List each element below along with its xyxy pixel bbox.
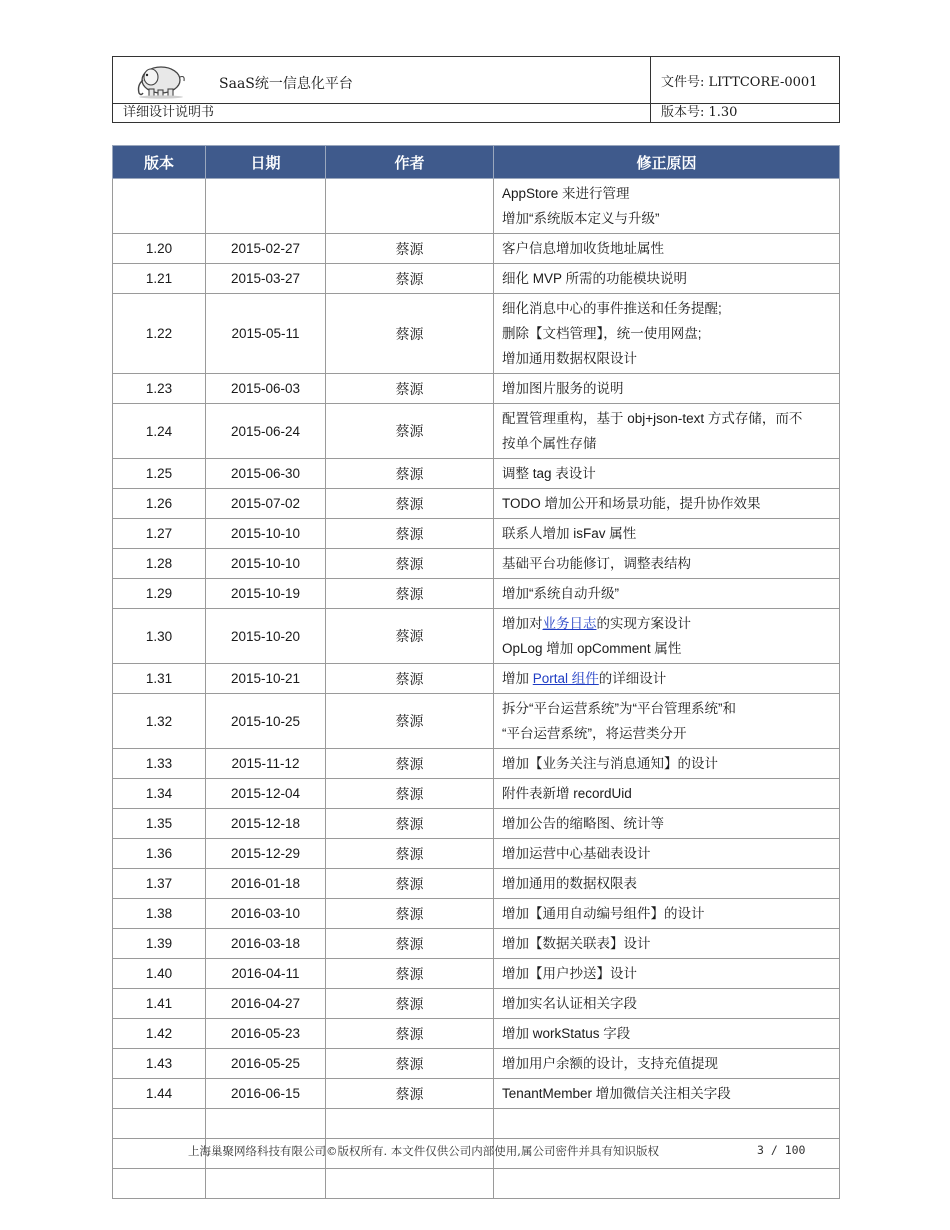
date-cell: 2015-06-30 (206, 459, 326, 489)
version-cell: 1.35 (113, 809, 206, 839)
table-row (113, 959, 840, 989)
reason-line: AppStore 来进行管理 (502, 186, 630, 201)
table-row (113, 404, 840, 459)
version-cell: 1.25 (113, 459, 206, 489)
reason-cell (494, 519, 840, 549)
date-cell: 2015-10-10 (206, 549, 326, 579)
reason-line: 删除【文档管理】，统一使用网盘; (502, 326, 702, 341)
revision-history-table (112, 145, 840, 1199)
table-row (113, 989, 840, 1019)
column-header-author: 作者 (326, 146, 494, 179)
version-cell: 1.41 (113, 989, 206, 1019)
author-cell: 蔡源 (326, 899, 494, 929)
elephant-logo-icon (131, 63, 189, 99)
table-row (113, 579, 840, 609)
reason-line: 增加通用数据权限设计 (502, 351, 637, 366)
version-cell: 1.36 (113, 839, 206, 869)
reason-text: 的详细设计 (598, 671, 667, 686)
reason-line: 增加用户余额的设计，支持充值提现 (502, 1056, 718, 1071)
platform-name: SaaS统一信息化平台 (219, 76, 353, 92)
table-row (113, 1019, 840, 1049)
table-row (113, 519, 840, 549)
reason-line: 配置管理重构，基于 obj+json-text 方式存储，而不 (502, 411, 803, 426)
author-cell: 蔡源 (326, 579, 494, 609)
table-row (113, 749, 840, 779)
reason-cell (494, 179, 840, 234)
author-cell: 蔡源 (326, 869, 494, 899)
reason-cell (494, 749, 840, 779)
date-cell (206, 179, 326, 234)
version-cell: 1.40 (113, 959, 206, 989)
reason-line (502, 636, 831, 661)
table-header-row (113, 146, 840, 179)
reason-line: 基础平台功能修订，调整表结构 (502, 556, 691, 571)
reason-cell (494, 989, 840, 1019)
table-row (113, 459, 840, 489)
date-cell: 2016-06-15 (206, 1079, 326, 1109)
date-cell: 2015-10-10 (206, 519, 326, 549)
reason-line: 增加运营中心基础表设计 (502, 846, 651, 861)
reason-link[interactable]: Portal 组件 (532, 671, 599, 686)
date-cell: 2015-10-19 (206, 579, 326, 609)
author-cell: 蔡源 (326, 959, 494, 989)
reason-line: 增加通用的数据权限表 (502, 876, 637, 891)
table-row (113, 374, 840, 404)
reason-line: 增加实名认证相关字段 (502, 996, 637, 1011)
table-row (113, 664, 840, 694)
author-cell: 蔡源 (326, 779, 494, 809)
version-cell: 1.26 (113, 489, 206, 519)
column-header-reason: 修正原因 (494, 146, 840, 179)
date-cell (206, 1109, 326, 1139)
author-cell: 蔡源 (326, 609, 494, 664)
author-cell: 蔡源 (326, 404, 494, 459)
footer-copyright: 上海巢聚网络科技有限公司©版权所有. 本文件仅供公司内部使用,属公司密件并具有知识版权 (188, 1144, 659, 1158)
reason-cell (494, 294, 840, 374)
table-row (113, 839, 840, 869)
author-cell: 蔡源 (326, 749, 494, 779)
author-cell: 蔡源 (326, 1019, 494, 1049)
author-cell: 蔡源 (326, 489, 494, 519)
reason-cell (494, 374, 840, 404)
author-cell: 蔡源 (326, 809, 494, 839)
version-cell: 1.24 (113, 404, 206, 459)
date-cell: 2015-07-02 (206, 489, 326, 519)
reason-line: TenantMember 增加微信关注相关字段 (502, 1086, 731, 1101)
author-cell: 蔡源 (326, 694, 494, 749)
table-row (113, 1109, 840, 1139)
table-row (113, 294, 840, 374)
date-cell: 2015-12-29 (206, 839, 326, 869)
version-cell: 1.20 (113, 234, 206, 264)
author-cell: 蔡源 (326, 264, 494, 294)
version-cell (113, 179, 206, 234)
reason-cell (494, 869, 840, 899)
reason-cell (494, 1109, 840, 1139)
table-row (113, 899, 840, 929)
reason-cell (494, 809, 840, 839)
reason-cell (494, 929, 840, 959)
reason-line (502, 1111, 831, 1136)
reason-line (502, 666, 831, 691)
version-cell: 1.38 (113, 899, 206, 929)
version-cell: 1.27 (113, 519, 206, 549)
reason-line: 增加图片服务的说明 (502, 381, 624, 396)
date-cell: 2015-12-18 (206, 809, 326, 839)
table-row (113, 809, 840, 839)
reason-cell (494, 899, 840, 929)
table-row (113, 929, 840, 959)
author-cell: 蔡源 (326, 294, 494, 374)
table-row (113, 609, 840, 664)
reason-cell (494, 1169, 840, 1199)
reason-cell (494, 1049, 840, 1079)
reason-cell (494, 579, 840, 609)
version-cell: 1.43 (113, 1049, 206, 1079)
author-cell: 蔡源 (326, 989, 494, 1019)
file-number: 文件号: LITTCORE-0001 (651, 57, 840, 104)
author-cell: 蔡源 (326, 664, 494, 694)
reason-cell (494, 549, 840, 579)
date-cell: 2015-05-11 (206, 294, 326, 374)
version-cell: 1.42 (113, 1019, 206, 1049)
author-cell: 蔡源 (326, 549, 494, 579)
reason-line (502, 611, 831, 636)
reason-line: 增加【业务关注与消息通知】的设计 (502, 756, 718, 771)
date-cell (206, 1169, 326, 1199)
table-row (113, 179, 840, 234)
date-cell: 2015-11-12 (206, 749, 326, 779)
date-cell: 2015-03-27 (206, 264, 326, 294)
reason-line: “平台运营系统”，将运营类分开 (502, 726, 687, 741)
reason-line: 拆分“平台运营系统”为“平台管理系统”和 (502, 701, 736, 716)
date-cell: 2016-03-10 (206, 899, 326, 929)
table-row (113, 1049, 840, 1079)
reason-line: 按单个属性存储 (502, 436, 597, 451)
reason-line: 附件表新增 recordUid (502, 786, 632, 801)
reason-line: 增加“系统自动升级” (502, 586, 619, 601)
date-cell: 2015-10-21 (206, 664, 326, 694)
date-cell: 2015-06-24 (206, 404, 326, 459)
author-cell: 蔡源 (326, 519, 494, 549)
date-cell: 2016-03-18 (206, 929, 326, 959)
author-cell (326, 1109, 494, 1139)
date-cell: 2016-05-25 (206, 1049, 326, 1079)
reason-cell (494, 839, 840, 869)
reason-line: TODO 增加公开和场景功能，提升协作效果 (502, 496, 761, 511)
reason-line: 细化消息中心的事件推送和任务提醒; (502, 301, 722, 316)
date-cell: 2015-06-03 (206, 374, 326, 404)
table-row (113, 549, 840, 579)
reason-line: 增加公告的缩略图、统计等 (502, 816, 664, 831)
version-cell (113, 1169, 206, 1199)
reason-cell (494, 664, 840, 694)
author-cell: 蔡源 (326, 459, 494, 489)
date-cell: 2016-04-11 (206, 959, 326, 989)
reason-line (502, 1171, 831, 1196)
reason-link[interactable]: 业务日志 (542, 616, 597, 631)
reason-cell (494, 1019, 840, 1049)
reason-text: 增加 (502, 671, 533, 686)
date-cell: 2015-10-25 (206, 694, 326, 749)
reason-line: 增加【数据关联表】设计 (502, 936, 651, 951)
author-cell (326, 179, 494, 234)
table-row (113, 489, 840, 519)
reason-line: 增加“系统版本定义与升级” (502, 211, 660, 226)
reason-cell (494, 404, 840, 459)
version-cell: 1.28 (113, 549, 206, 579)
reason-cell (494, 459, 840, 489)
table-row (113, 694, 840, 749)
document-header (112, 56, 840, 123)
reason-line: 细化 MVP 所需的功能模块说明 (502, 271, 688, 286)
version-cell: 1.21 (113, 264, 206, 294)
reason-line: 增加 workStatus 字段 (502, 1026, 631, 1041)
version-cell: 1.39 (113, 929, 206, 959)
table-row (113, 264, 840, 294)
version-cell: 1.23 (113, 374, 206, 404)
version-cell: 1.33 (113, 749, 206, 779)
version-cell: 1.32 (113, 694, 206, 749)
reason-line: 联系人增加 isFav 属性 (502, 526, 637, 541)
reason-cell (494, 694, 840, 749)
author-cell (326, 1169, 494, 1199)
author-cell: 蔡源 (326, 1049, 494, 1079)
date-cell: 2016-04-27 (206, 989, 326, 1019)
author-cell: 蔡源 (326, 234, 494, 264)
date-cell: 2016-01-18 (206, 869, 326, 899)
reason-line: 调整 tag 表设计 (502, 466, 596, 481)
reason-line: 增加【用户抄送】设计 (502, 966, 637, 981)
reason-cell (494, 959, 840, 989)
version-cell: 1.44 (113, 1079, 206, 1109)
reason-text: 增加对 (502, 616, 543, 631)
table-row (113, 1169, 840, 1199)
date-cell: 2015-12-04 (206, 779, 326, 809)
reason-line: 客户信息增加收货地址属性 (502, 241, 664, 256)
date-cell: 2015-10-20 (206, 609, 326, 664)
table-row (113, 869, 840, 899)
version-cell: 1.31 (113, 664, 206, 694)
column-header-date: 日期 (206, 146, 326, 179)
reason-cell (494, 779, 840, 809)
reason-text: OpLog 增加 opComment 属性 (502, 641, 682, 656)
document-name: 详细设计说明书 (113, 104, 651, 123)
author-cell: 蔡源 (326, 374, 494, 404)
version-cell: 1.37 (113, 869, 206, 899)
version-cell (113, 1109, 206, 1139)
column-header-version: 版本 (113, 146, 206, 179)
reason-line: 增加【通用自动编号组件】的设计 (502, 906, 705, 921)
reason-cell (494, 1079, 840, 1109)
reason-cell (494, 489, 840, 519)
author-cell: 蔡源 (326, 929, 494, 959)
page-number: 3 / 100 (757, 1143, 806, 1157)
reason-cell (494, 609, 840, 664)
version-number: 版本号: 1.30 (651, 104, 840, 123)
reason-cell (494, 264, 840, 294)
author-cell: 蔡源 (326, 1079, 494, 1109)
version-cell: 1.34 (113, 779, 206, 809)
version-cell: 1.30 (113, 609, 206, 664)
author-cell: 蔡源 (326, 839, 494, 869)
reason-text: 的实现方案设计 (596, 616, 691, 631)
table-row (113, 1079, 840, 1109)
reason-cell (494, 234, 840, 264)
version-cell: 1.29 (113, 579, 206, 609)
table-row (113, 779, 840, 809)
date-cell: 2016-05-23 (206, 1019, 326, 1049)
version-cell: 1.22 (113, 294, 206, 374)
header-title-cell (113, 57, 651, 104)
table-row (113, 234, 840, 264)
date-cell: 2015-02-27 (206, 234, 326, 264)
